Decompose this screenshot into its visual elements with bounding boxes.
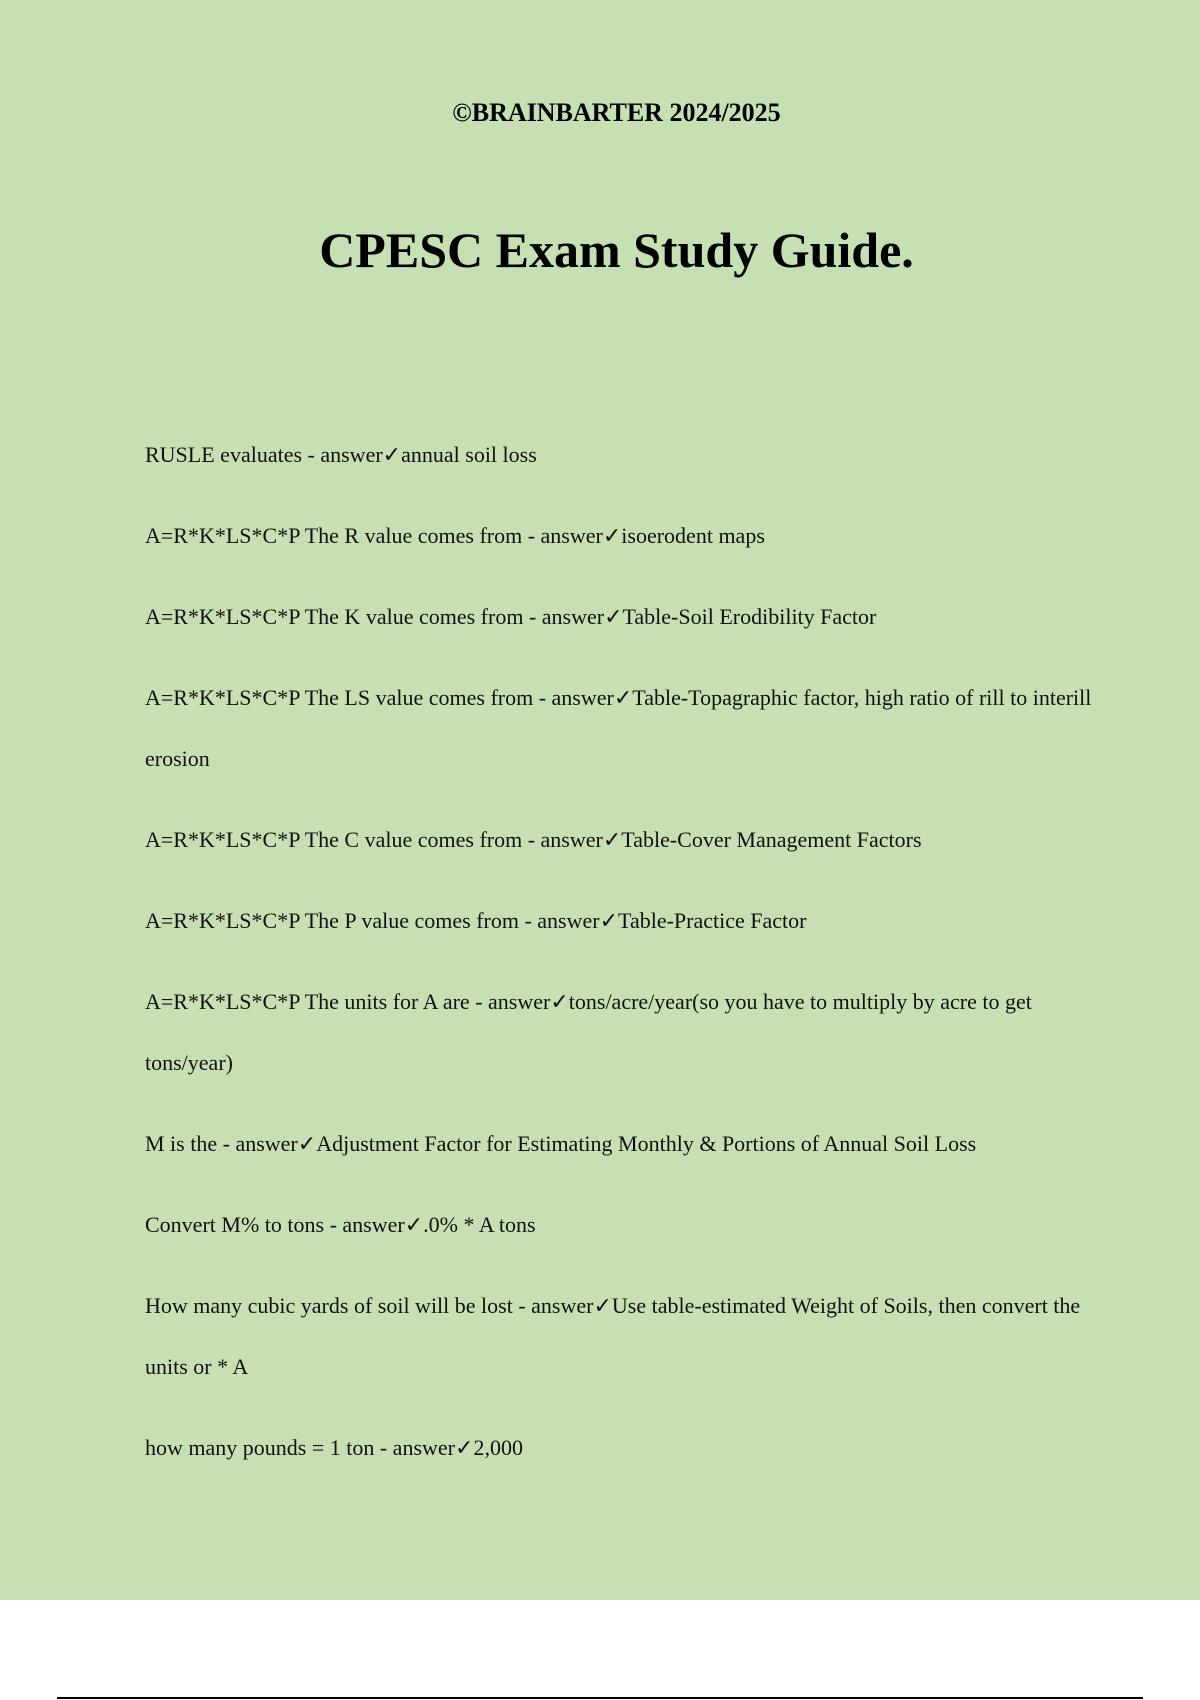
- checkmark-icon: ✓: [455, 1435, 474, 1460]
- qa-answer: Table-Practice Factor: [618, 908, 807, 933]
- qa-question: How many cubic yards of soil will be lost: [145, 1293, 513, 1318]
- qa-answer: annual soil loss: [401, 442, 537, 467]
- copyright-header: ©BRAINBARTER 2024/2025: [452, 98, 781, 127]
- page-title: CPESC Exam Study Guide.: [319, 222, 914, 278]
- qa-answer: Use table-estimated Weight of Soils, then convert the units or * A: [145, 1293, 1081, 1379]
- qa-item: [145, 1113, 1095, 1174]
- qa-separator: - answer: [302, 442, 383, 467]
- qa-separator: - answer: [512, 1293, 594, 1318]
- qa-item: [145, 890, 1095, 951]
- checkmark-icon: ✓: [602, 827, 622, 852]
- checkmark-icon: ✓: [599, 908, 619, 933]
- qa-separator: - answer: [522, 523, 603, 548]
- qa-answer: 2,000: [473, 1435, 523, 1460]
- qa-list: [145, 424, 1095, 1498]
- qa-item: [145, 809, 1095, 870]
- qa-item: [145, 424, 1095, 485]
- qa-answer: .0% * A tons: [423, 1212, 536, 1237]
- qa-question: A=R*K*LS*C*P The C value comes from: [145, 827, 523, 852]
- qa-question: M is the: [145, 1131, 218, 1156]
- qa-question: A=R*K*LS*C*P The K value comes from: [145, 604, 524, 629]
- qa-separator: - answer: [374, 1435, 455, 1460]
- qa-answer: isoerodent maps: [621, 523, 765, 548]
- qa-item: [145, 505, 1095, 566]
- qa-separator: - answer: [469, 989, 551, 1014]
- qa-separator: - answer: [217, 1131, 298, 1156]
- checkmark-icon: ✓: [613, 685, 633, 710]
- qa-question: A=R*K*LS*C*P The units for A are: [145, 989, 470, 1014]
- qa-answer: Adjustment Factor for Estimating Monthly & Portions of Annual Soil Loss: [316, 1131, 977, 1156]
- checkmark-icon: ✓: [382, 442, 402, 467]
- checkmark-icon: ✓: [550, 989, 569, 1014]
- footer-divider: [57, 1697, 1143, 1699]
- qa-separator: - answer: [533, 685, 614, 710]
- qa-question: how many pounds = 1 ton: [145, 1435, 375, 1460]
- qa-question: A=R*K*LS*C*P The LS value comes from: [145, 685, 534, 710]
- qa-question: RUSLE evaluates: [145, 442, 303, 467]
- qa-question: A=R*K*LS*C*P The P value comes from: [145, 908, 519, 933]
- qa-answer: Table-Cover Management Factors: [621, 827, 922, 852]
- qa-item: [145, 667, 1095, 789]
- qa-separator: - answer: [518, 908, 600, 933]
- qa-item: [145, 1417, 1095, 1478]
- checkmark-icon: ✓: [593, 1293, 612, 1318]
- qa-answer: tons/acre/year(so you have to multiply by acre to get tons/year): [145, 989, 1032, 1075]
- qa-item: [145, 586, 1095, 647]
- checkmark-icon: ✓: [604, 604, 623, 629]
- qa-question: A=R*K*LS*C*P The R value comes from: [145, 523, 523, 548]
- checkmark-icon: ✓: [404, 1212, 424, 1237]
- qa-item: [145, 1275, 1095, 1397]
- qa-answer: Table-Soil Erodibility Factor: [622, 604, 877, 629]
- qa-question: Convert M% to tons: [145, 1212, 325, 1237]
- qa-separator: - answer: [324, 1212, 405, 1237]
- checkmark-icon: ✓: [297, 1131, 317, 1156]
- qa-item: [145, 971, 1095, 1093]
- checkmark-icon: ✓: [602, 523, 622, 548]
- qa-separator: - answer: [523, 604, 605, 629]
- qa-separator: - answer: [522, 827, 603, 852]
- qa-item: [145, 1194, 1095, 1255]
- qa-answer: Table-Topagraphic factor, high ratio of rill to interill erosion: [145, 685, 1092, 771]
